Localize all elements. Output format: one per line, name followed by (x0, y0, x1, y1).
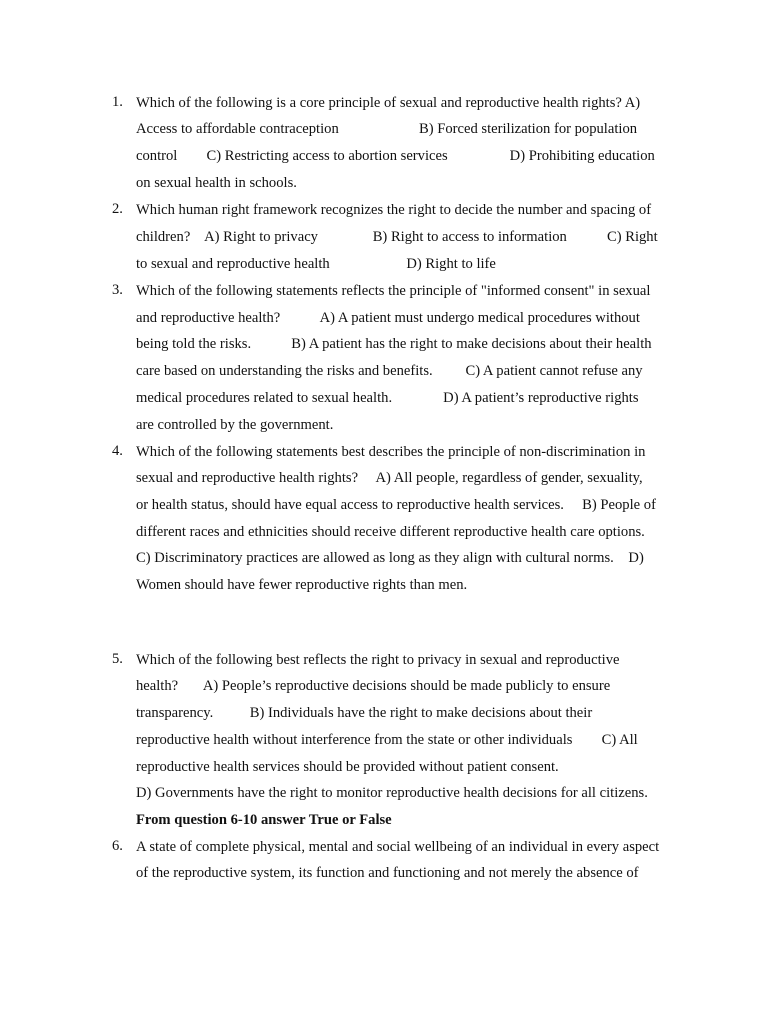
question-text-line: to sexual and reproductive health D) Right to life (136, 256, 496, 272)
question-text-line: D) Governments have the right to monitor reproductive health decisions for all citizens. (136, 785, 648, 801)
question-text-line: or health status, should have equal access to reproductive health services. B) People of (136, 497, 656, 513)
section-heading: From question 6-10 answer True or False (136, 812, 392, 828)
question-number: 5. (112, 651, 123, 667)
question-number: 3. (112, 282, 123, 298)
question-text-line: reproductive health without interference from the state or other individuals C) All (136, 732, 638, 748)
question-text-line: Access to affordable contraception B) Forced sterilization for population (136, 121, 638, 137)
question-text-line: C) Discriminatory practices are allowed as long as they align with cultural norms. D) (136, 550, 644, 566)
question-text-line: transparency. B) Individuals have the right to make decisions about their (136, 705, 593, 721)
question-text-line: health? A) People’s reproductive decisions should be made publicly to ensure (136, 678, 611, 694)
question-text-line: reproductive health services should be provided without patient consent. (136, 759, 559, 775)
question-number: 6. (112, 838, 123, 854)
question-text-line: sexual and reproductive health rights? A) All people, regardless of gender, sexuality, (136, 470, 643, 486)
question-number: 1. (112, 94, 123, 110)
question-text-line: of the reproductive system, its function and functioning and not merely the absence of (136, 865, 639, 881)
question-text-line: Which of the following best reflects the right to privacy in sexual and reproductive (136, 652, 620, 668)
question-number: 2. (112, 201, 123, 217)
question-text-line: Which human right framework recognizes the right to decide the number and spacing of (136, 202, 652, 218)
question-text-line: on sexual health in schools. (136, 175, 297, 191)
question-text-line: Which of the following statements best describes the principle of non-discrimination in (136, 444, 646, 460)
question-text-line: Which of the following is a core principle of sexual and reproductive health rights? A) (136, 95, 641, 111)
question-text-line: medical procedures related to sexual health. D) A patient’s reproductive rights (136, 390, 639, 406)
question-text-line: control C) Restricting access to abortion services D) Prohibiting education (136, 148, 655, 164)
question-number: 4. (112, 443, 123, 459)
question-text-line: being told the risks. B) A patient has the right to make decisions about their health (136, 336, 652, 352)
question-text-line: A state of complete physical, mental and social wellbeing of an individual in every aspect (136, 839, 660, 855)
question-text-line: children? A) Right to privacy B) Right to access to information C) Right (136, 229, 658, 245)
question-text-line: care based on understanding the risks and benefits. C) A patient cannot refuse any (136, 363, 643, 379)
question-text-line: Which of the following statements reflects the principle of "informed consent" in sexual (136, 283, 651, 299)
question-text-line: different races and ethnicities should receive different reproductive health care options. (136, 524, 645, 540)
question-text-line: are controlled by the government. (136, 417, 334, 433)
question-text-line: Women should have fewer reproductive rights than men. (136, 577, 468, 593)
question-text-line: and reproductive health? A) A patient must undergo medical procedures without (136, 310, 640, 326)
